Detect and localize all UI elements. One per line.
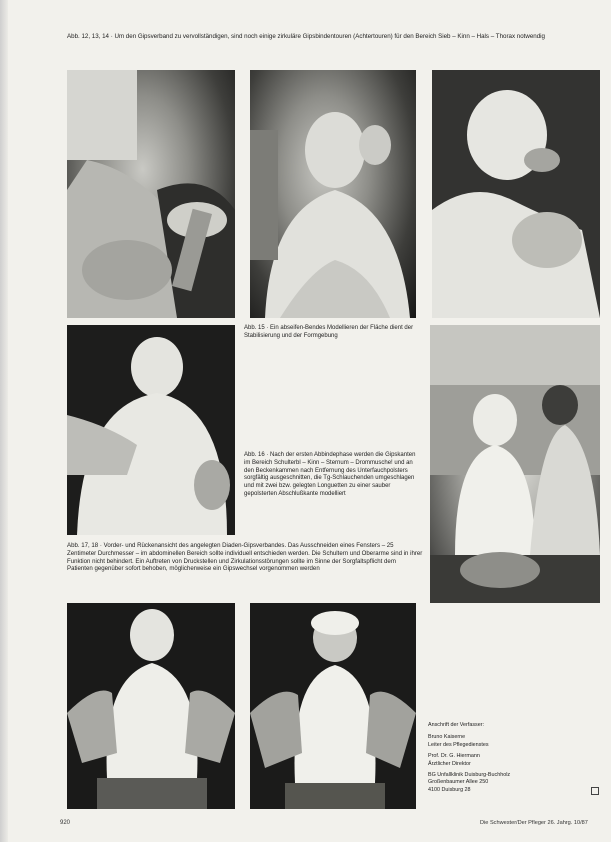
journal-footer: Die Schwester/Der Pfleger 26. Jahrg. 10/87 <box>480 820 588 826</box>
photo-abb-13 <box>250 70 416 318</box>
page-binding-edge <box>0 0 8 842</box>
photo-abb-16 <box>430 325 600 603</box>
address-line: Ärztlicher Direktor <box>428 760 471 767</box>
photo-abb-14 <box>432 70 600 318</box>
address-heading: Anschrift der Verfasser: <box>428 722 485 728</box>
photo-abb-15 <box>67 325 235 535</box>
photo-abb-17 <box>67 603 235 809</box>
photo-abb-12 <box>67 70 235 318</box>
page-number: 920 <box>60 820 71 826</box>
caption-abb-17-18: Abb. 17, 18 · Vorder- und Rückenansicht des angelegten Diaden-Gipsverbandes. Das Ausschneiden eines Fensters – 25 Zentimeter Durchmesser – im abdominellen Bereich sollte individuell entschieden werden. Die Schultern und Oberarme sind in ihrer Funktion nicht behindert. Ein Auftreten von Druckstellen und Zirkulationsstörungen sollte im Sinne der Sorgfaltspflicht dem Patienten gegenüber sofort behoben, möglicherweise ein Gipswechsel vorgenommen werden <box>67 542 423 573</box>
caption-abb-12-14: Abb. 12, 13, 14 · Um den Gipsverband zu vervollständigen, sind noch einige zirkuläre Gipsbindentouren (Achtertouren) für den Bereich Sieb – Kinn – Hals – Thorax notwendig <box>67 33 545 40</box>
caption-abb-15: Abb. 15 · Ein abseifen-Bendes Modellieren der Fläche dient der Stabilisierung und der Formgebung <box>244 325 414 339</box>
address-line: Bruno Kaiserne <box>428 734 466 741</box>
address-line: 4100 Duisburg 28 <box>428 786 471 793</box>
caption-abb-16: Abb. 16 · Nach der ersten Abbindephase werden die Gipskanten im Bereich Schulterbl – Kinn – Sternum – Drommusche! und an den Beckenkammen nach Entfernung des Unterfauchpolsters sorgfältig ausgeschnitten, die Tg-Schlauchenden umgeschlagen und mit zwei bzw. gelegten Longuetten zu einer sauber gepolsterten Abschlußkante modelliert <box>244 452 416 497</box>
address-line: Großenbaumer Allee 250 <box>428 779 489 786</box>
address-line: Leiter des Pflegedienstes <box>428 741 489 748</box>
end-of-article-marker <box>591 787 599 795</box>
author-address <box>428 722 600 794</box>
photo-abb-18 <box>250 603 416 809</box>
address-line: BG Unfallklinik Duisburg-Buchholz <box>428 772 511 779</box>
address-line: Prof. Dr. G. Hiermann <box>428 753 480 760</box>
